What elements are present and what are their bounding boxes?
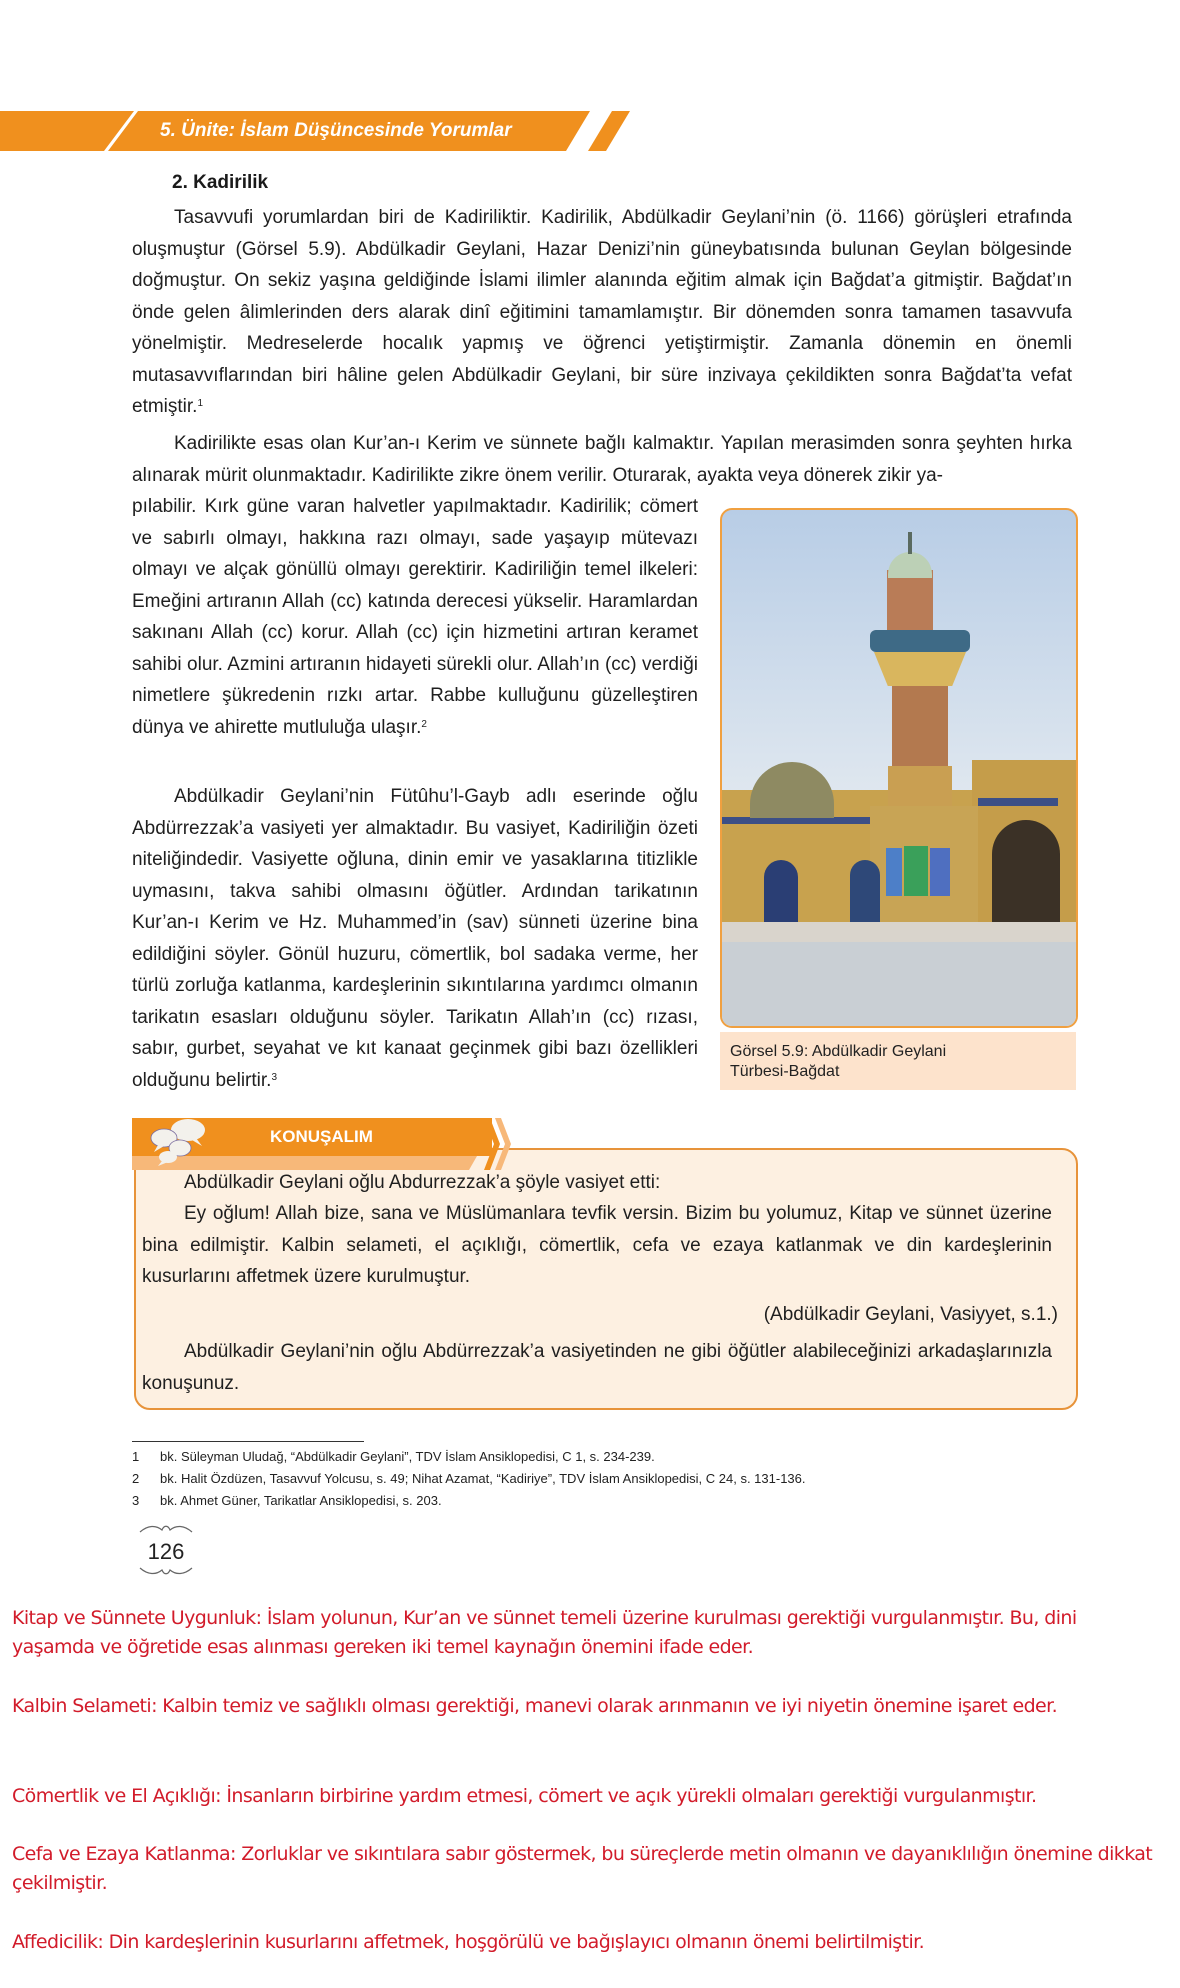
footnote-ref-2[interactable]: 2 [421, 718, 427, 730]
answer-note-cefa-eza: Cefa ve Ezaya Katlanma: Zorluklar ve sıkıntılara sabır göstermek, bu süreçlerde metin olmanın ve dayanıklılığın önemine dikkat çekilmiştir. [12, 1843, 1153, 1894]
discussion-title: KONUŞALIM [270, 1127, 373, 1146]
footnote-ref-1[interactable]: 1 [197, 398, 204, 409]
photo-tile-band [722, 817, 872, 824]
figure-caption-line1: Görsel 5.9: Abdülkadir Geylani [730, 1043, 947, 1060]
photo-poster-1 [886, 848, 902, 896]
paragraph-vasiyet [132, 781, 698, 1096]
page-number-block [128, 1522, 204, 1582]
paragraph-vasiyet-text: Abdülkadir Geylani’nin Fütûhu’l-Gayb adlı eserinde oğlu Abdürrezzak’a vasiyeti yer almaktadır. Bu vasiyet, Kadiriliğin özeti niteliğindedir. Vasiyette oğluna, dinin emir ve yasaklarına titizlikle uymasını, takva sahibi olmasını öğütler. Ardından tarikatının Kur’an-ı Kerim ve Hz. Muhammed’in (sav) sünneti üzerine bina edildiğini söyler. Gönül huzuru, cömertlik, bol sadaka verme, her türlü zorluğa katlanma, kardeşlerinin sıkıntılarına yardımcı olmanın tarikatın esasları olduğunu söyler. Tarikatın Allah’ın (cc) rızası, sabır, gurbet, seyahat ve kıt kanaat geçinmek gibi bazı özellikleri olduğunu belirtir. [132, 786, 698, 1091]
footnote-divider [132, 1441, 364, 1442]
photo-courtyard [722, 942, 1076, 1026]
photo-marble-base [722, 922, 1076, 942]
photo-minaret-shaft [892, 686, 948, 766]
photo-dome [750, 762, 834, 818]
ornament-bottom-icon [136, 1565, 196, 1577]
photo-tile-band-right [978, 798, 1058, 806]
photo-minaret-muqarnas [874, 652, 966, 686]
footnote-text: bk. Ahmet Güner, Tarikatlar Ansiklopedisi, s. 203. [160, 1493, 442, 1508]
discussion-intro: Abdülkadir Geylani oğlu Abdurrezzak’a şöyle vasiyet etti: [184, 1172, 661, 1193]
figure-caption-line2: Türbesi-Bağdat [730, 1063, 840, 1080]
answer-note-kitap-sunnet: Kitap ve Sünnete Uygunluk: İslam yolunun, Kur’an ve sünnet temeli üzerine kurulması gerektiği vurgulanmıştır. Bu, dini yaşamda ve öğretide esas alınması gereken iki temel kaynağın önemini ifade eder. [12, 1607, 1077, 1658]
discussion-quote: Ey oğlum! Allah bize, sana ve Müslümanlara tevfik versin. Bizim bu yolumuz, Kitap ve sünnet üzerine bina edilmiştir. Kalbin selameti, el açıklığı, cömertlik, cefa ve ezaya katlanmak ve din kardeşlerinin kusurlarını affetmek üzere kurulmuştur. [142, 1203, 1052, 1287]
paragraph-principles [132, 491, 698, 743]
footnote-number: 3 [132, 1493, 140, 1508]
footnote-text: bk. Süleyman Uludağ, “Abdülkadir Geylani”, TDV İslam Ansiklopedisi, C 1, s. 234-239. [160, 1449, 655, 1464]
banner-slash-decoration [588, 111, 630, 151]
answer-note-kalbin-selameti: Kalbin Selameti: Kalbin temiz ve sağlıklı olması gerektiği, manevi olarak arınmanın ve iyi niyetin önemine işaret eder. [12, 1695, 1058, 1717]
unit-title: 5. Ünite: İslam Düşüncesinde Yorumlar [160, 120, 512, 141]
paragraph-intro [132, 202, 1072, 423]
answer-note-affedicilik: Affedicilik: Din kardeşlerinin kusurlarını affetmek, hoşgörülü ve bağışlayıcı olmanın önemi belirtilmiştir. [12, 1931, 925, 1953]
paragraph-practices: Kadirilikte esas olan Kur’an-ı Kerim ve sünnete bağlı kalmaktır. Yapılan merasimden sonra şeyhten hırka alınarak mürit olunmaktadır. Kadirilikte zikre önem verilir. Oturarak, ayakta veya dönerek zikir ya- [132, 433, 1072, 486]
footnote-text: bk. Halit Özdüzen, Tasavvuf Yolcusu, s. 49; Nihat Azamat, “Kadiriye”, TDV İslam Ansiklopedisi, C 24, s. 131-136. [160, 1471, 806, 1486]
photo-poster-3 [930, 848, 950, 896]
ornament-top-icon [136, 1523, 196, 1535]
photo-minaret-balcony [870, 630, 970, 652]
discussion-citation: (Abdülkadir Geylani, Vasiyyet, s.1.) [763, 1304, 1058, 1325]
footnote-number: 2 [132, 1471, 140, 1486]
page-number: 126 [147, 1539, 185, 1564]
paragraph-principles-text: pılabilir. Kırk güne varan halvetler yapılmaktadır. Kadirilik; cömert ve sabırlı olmayı, hakkına razı olmayı, sade yaşayıp mütevazı olmayı ve alçak gönüllü olmayı gerektirir. Kadiriliğin temel ilkeleri: Emeğini artıranın Allah (cc) katında derecesi yükselir. Haramlardan sakınanı Allah (cc) korur. Allah (cc) için hizmetini artıran keramet sahibi olur. Azmini artıranın hidayeti sürekli olur. Allah’ın (cc) verdiği nimetlere şükredenin rızkı artar. Rabbe kulluğunu güzelleştiren dünya ve ahirette mutluluğa ulaşır. [132, 496, 698, 738]
footnote-1 [132, 1449, 655, 1464]
footnote-number: 1 [132, 1449, 140, 1464]
photo-minaret-finial [908, 532, 912, 554]
footnote-ref-3[interactable]: 3 [271, 1071, 277, 1083]
speech-bubbles-icon [148, 1116, 210, 1166]
section-heading: 2. Kadirilik [172, 172, 269, 193]
photo-arch-left [764, 860, 798, 930]
footnote-3 [132, 1493, 442, 1508]
photo-minaret-cap [888, 552, 932, 578]
unit-banner [0, 111, 630, 151]
footnote-2 [132, 1471, 806, 1486]
photo-minaret-base [888, 766, 952, 806]
figure-minaret-photo [720, 508, 1078, 1028]
discussion-question: Abdülkadir Geylani’nin oğlu Abdürrezzak’a vasiyetinden ne gibi öğütler alabileceğinizi arkadaşlarınızla konuşunuz. [142, 1341, 1052, 1394]
photo-poster-2 [904, 846, 928, 896]
figure-caption [720, 1032, 1076, 1090]
answer-note-comertlik: Cömertlik ve El Açıklığı: İnsanların birbirine yardım etmesi, cömert ve açık yürekli olmaları gerektiği vurgulanmıştır. [12, 1785, 1037, 1807]
paragraph-intro-text: Tasavvufi yorumlardan biri de Kadiriliktir. Kadirilik, Abdülkadir Geylani’nin (ö. 1166) görüşleri etrafında oluşmuştur (Görsel 5.9). Abdülkadir Geylani, Hazar Denizi’nin güneybatısında bulunan Geylan bölgesinde doğmuştur. On sekiz yaşına geldiğinde İslami ilimler alanında eğitim almak için Bağdat’a gitmiştir. Bağdat’ın önde gelen âlimlerinden ders alarak dinî eğitimini tamamlamıştır. Bir dönemden sonra tamamen tasavvufa yönelmiştir. Medreselerde hocalık yapmış ve öğrenci yetiştirmiştir. Zamanla dönemin en önemli mutasavvıflarından biri hâline gelen Abdülkadir Geylani, bir süre inzivaya çekildikten sonra Bağdat’ta vefat etmiştir. [132, 207, 1072, 417]
